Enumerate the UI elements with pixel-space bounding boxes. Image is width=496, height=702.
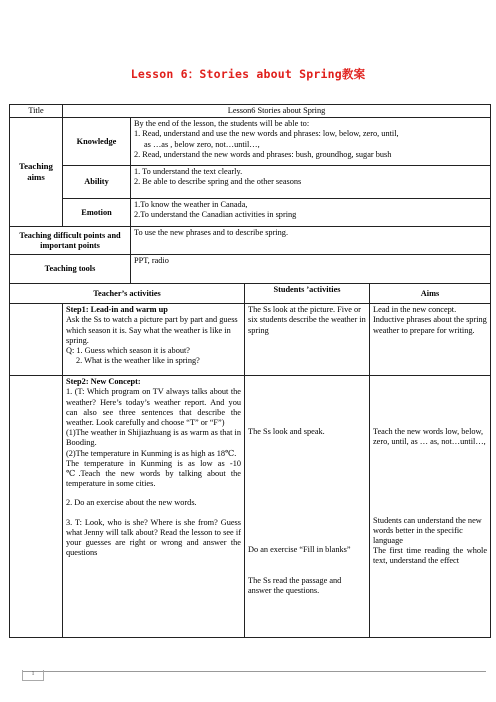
emotion-label: Emotion: [63, 199, 131, 227]
teacher-activities-header: Teacher’s activities: [10, 284, 245, 304]
students-activities-header: Students ’activities: [245, 284, 370, 304]
step2-teacher: Step2: New Concept: 1. (T: Which program on TV always talks about the weather? Here’s today’s weather report. And you can also see three sentences that describe the weather. Look carefully and choose “T” or “F”) (1)The weather in Shijiazhuang is as warm as that in Booding. (2)The temperature in Kunming is as high as 18℃. The temperature in Kunming is as low as -10 ℃.Teach the new words by talking about the temperature in some cities. 2. Do an exercise about the new words. 3. T: Look, who is she? Where is she from? Guess what Jenny will talk about? Read the lesson to see if your guesses are right or wrong and answer the questions: [63, 376, 245, 638]
blank-cell-1: [10, 304, 63, 376]
lesson-plan-table: [9, 104, 491, 638]
ability-content: 1. To understand the text clearly. 2. Be able to describe spring and the other seasons: [131, 166, 491, 199]
title-value: Lesson6 Stories about Spring: [63, 105, 491, 118]
difficult-points-label: Teaching difficult points and important points: [10, 227, 131, 255]
step1-students: The Ss look at the picture. Five or six students describe the weather in spring: [245, 304, 370, 376]
aims-header: Aims: [370, 284, 491, 304]
knowledge-content: By the end of the lesson, the students will be able to: 1. Read, understand and use the new words and phrases: low, below, zero, until, as …as , below zero, not…until…, 2. Read, understand the new words and phrases: bush, groundhog, sugar bush: [131, 118, 491, 166]
page-number: 1: [22, 670, 44, 681]
ability-label: Ability: [63, 166, 131, 199]
footer-divider: [22, 671, 486, 672]
step2-students: The Ss look and speak. Do an exercise “Fill in blanks” The Ss read the passage and answer the questions.: [245, 376, 370, 638]
step1-teacher: Step1: Lead-in and warm up Ask the Ss to watch a picture part by part and guess which season it is. Say what the weather is like in spring. Q: 1. Guess which season it is about? 2. What is the weather like in spring?: [63, 304, 245, 376]
difficult-points-value: To use the new phrases and to describe spring.: [131, 227, 491, 255]
teaching-tools-label: Teaching tools: [10, 255, 131, 284]
teaching-tools-value: PPT, radio: [131, 255, 491, 284]
knowledge-label: Knowledge: [63, 118, 131, 166]
blank-cell-2: [10, 376, 63, 638]
step1-aims: Lead in the new concept. Inductive phrases about the spring weather to prepare for writing.: [370, 304, 491, 376]
document-title: Lesson 6：Stories about Spring教案: [130, 67, 366, 81]
step2-aims: Teach the new words low, below, zero, until, as … as, not…until…, Students can understand the new words better in the specific language The first time reading the whole text, understand the effect: [370, 376, 491, 638]
teaching-aims-label: Teaching aims: [10, 118, 63, 227]
emotion-content: 1.To know the weather in Canada, 2.To understand the Canadian activities in spring: [131, 199, 491, 227]
title-label: Title: [10, 105, 63, 118]
